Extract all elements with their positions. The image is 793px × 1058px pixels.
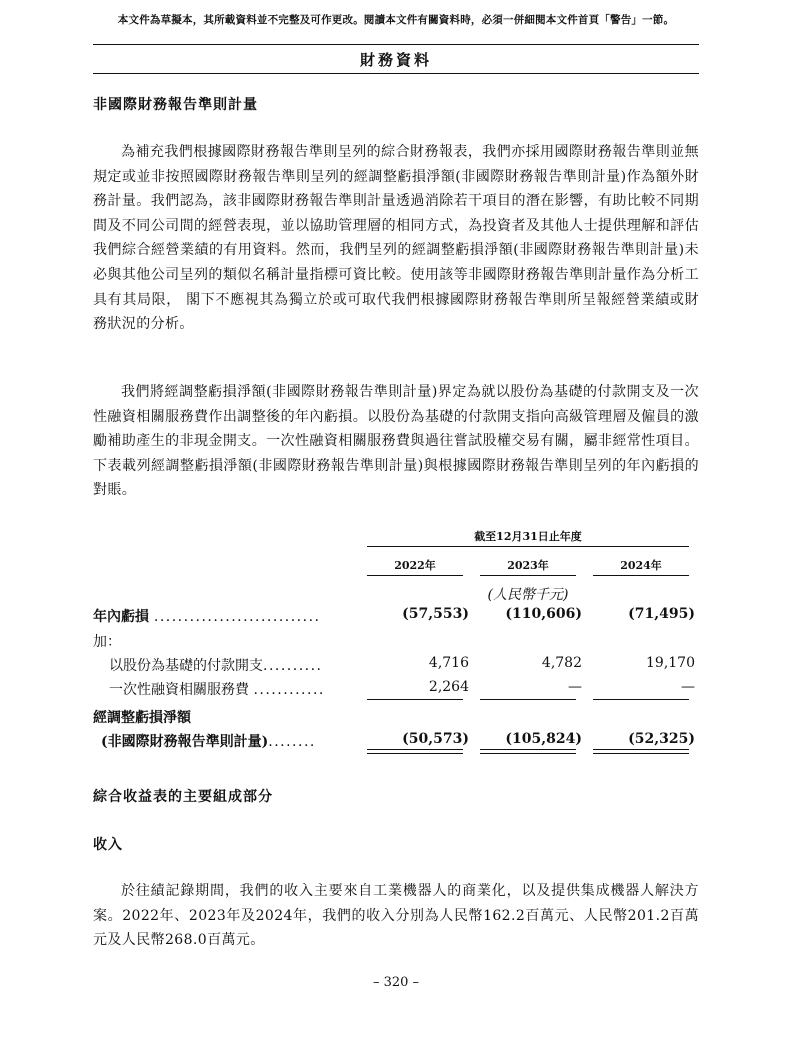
reconciliation-table bbox=[93, 528, 699, 758]
table-cell: (71,495) bbox=[628, 606, 695, 622]
table-row-label: 經調整虧損淨額 bbox=[93, 710, 191, 726]
table-cell: — bbox=[568, 679, 582, 695]
table-cell: (52,325) bbox=[628, 731, 695, 747]
page-number: – 320 – bbox=[372, 975, 420, 990]
table-row-label: 年內虧損 ............................ bbox=[93, 609, 321, 625]
draft-warning-banner: 本文件為草擬本，其所載資料並不完整及可作更改。閱讀本文件有關資料時，必須一併細閱本文件首頁「警告」一節。 bbox=[117, 14, 675, 26]
year-rule-2023 bbox=[480, 575, 576, 576]
table-cell: 19,170 bbox=[646, 655, 695, 671]
table-cell: (50,573) bbox=[402, 731, 469, 747]
table-cell: (110,606) bbox=[505, 606, 582, 622]
table-cell: 2,264 bbox=[428, 679, 469, 695]
heading-income-statement-components: 綜合收益表的主要組成部分 bbox=[93, 789, 273, 805]
table-unit: (人民幣千元) bbox=[487, 587, 569, 603]
paragraph-revenue: 於往績記錄期間，我們的收入主要來自工業機器人的商業化，以及提供集成機器人解決方案。2022年、2023年及2024年，我們的收入分別為人民幣162.2百萬元、人民幣201.2百萬元及人民幣268.0百萬元。 bbox=[93, 883, 699, 949]
table-cell: — bbox=[681, 679, 695, 695]
paragraph-adjusted-loss-definition: 我們將經調整虧損淨額(非國際財務報告準則計量)界定為就以股份為基礎的付款開支及一次性融資相關服務費作出調整後的年內虧損。以股份為基礎的付款開支指向高級管理層及僱員的激勵補助產生的非現金開支。一次性融資相關服務費與過往嘗試股權交易有關，屬非經常性項目。下表載列經調整虧損淨額(非國際財務報告準則計量)與根據國際財務報告準則呈列的年內虧損的對賬。 bbox=[93, 384, 699, 499]
table-cell: (105,824) bbox=[505, 731, 582, 747]
table-row-label: 加： bbox=[93, 634, 121, 650]
total-double-rule-2024 bbox=[593, 749, 689, 754]
table-year-2024: 2024年 bbox=[620, 559, 662, 572]
total-double-rule-2022 bbox=[367, 749, 463, 754]
table-year-2023: 2023年 bbox=[507, 559, 549, 572]
header-rule-bottom bbox=[93, 73, 699, 74]
paragraph-non-ifrs-intro: 為補充我們根據國際財務報告準則呈列的綜合財務報表，我們亦採用國際財務報告準則並無規定或並非按照國際財務報告準則呈列的經調整虧損淨額(非國際財務報告準則計量)作為額外財務計量。我們認為，該非國際財務報告準則計量透過消除若干項目的潛在影響，有助比較不同期間及不同公司間的經營表現，並以協助管理層的相同方式，為投資者及其他人士提供理解和評估我們綜合經營業績的有用資料。然而，我們呈列的經調整虧損淨額(非國際財務報告準則計量)未必與其他公司呈列的類似名稱計量指標可資比較。使用該等非國際財務報告準則計量作為分析工具有其局限， 閣下不應視其為獨立於或可取代我們根據國際財務報告準則所呈報經營業績或財務狀況的分析。 bbox=[93, 144, 699, 333]
table-row-label: 一次性融資相關服務費 ............ bbox=[109, 682, 325, 698]
subtotal-rule-2024 bbox=[593, 699, 689, 700]
table-header-rule bbox=[367, 546, 689, 547]
table-row-label: 以股份為基礎的付款開支.......... bbox=[109, 658, 323, 674]
heading-non-ifrs: 非國際財務報告準則計量 bbox=[93, 97, 258, 113]
section-title: 財務資料 bbox=[359, 51, 432, 69]
subtotal-rule-2022 bbox=[367, 699, 463, 700]
table-year-2022: 2022年 bbox=[394, 559, 436, 572]
subtotal-rule-2023 bbox=[480, 699, 576, 700]
year-rule-2024 bbox=[593, 575, 689, 576]
table-cell: (57,553) bbox=[402, 606, 469, 622]
header-rule-top bbox=[93, 44, 699, 45]
total-double-rule-2023 bbox=[480, 749, 576, 754]
table-cell: 4,782 bbox=[541, 655, 582, 671]
year-rule-2022 bbox=[367, 575, 463, 576]
heading-revenue: 收入 bbox=[93, 837, 123, 853]
table-period-header: 截至12月31日止年度 bbox=[474, 530, 582, 543]
table-cell: 4,716 bbox=[428, 655, 469, 671]
table-row-label: (非國際財務報告準則計量)........ bbox=[101, 734, 316, 750]
